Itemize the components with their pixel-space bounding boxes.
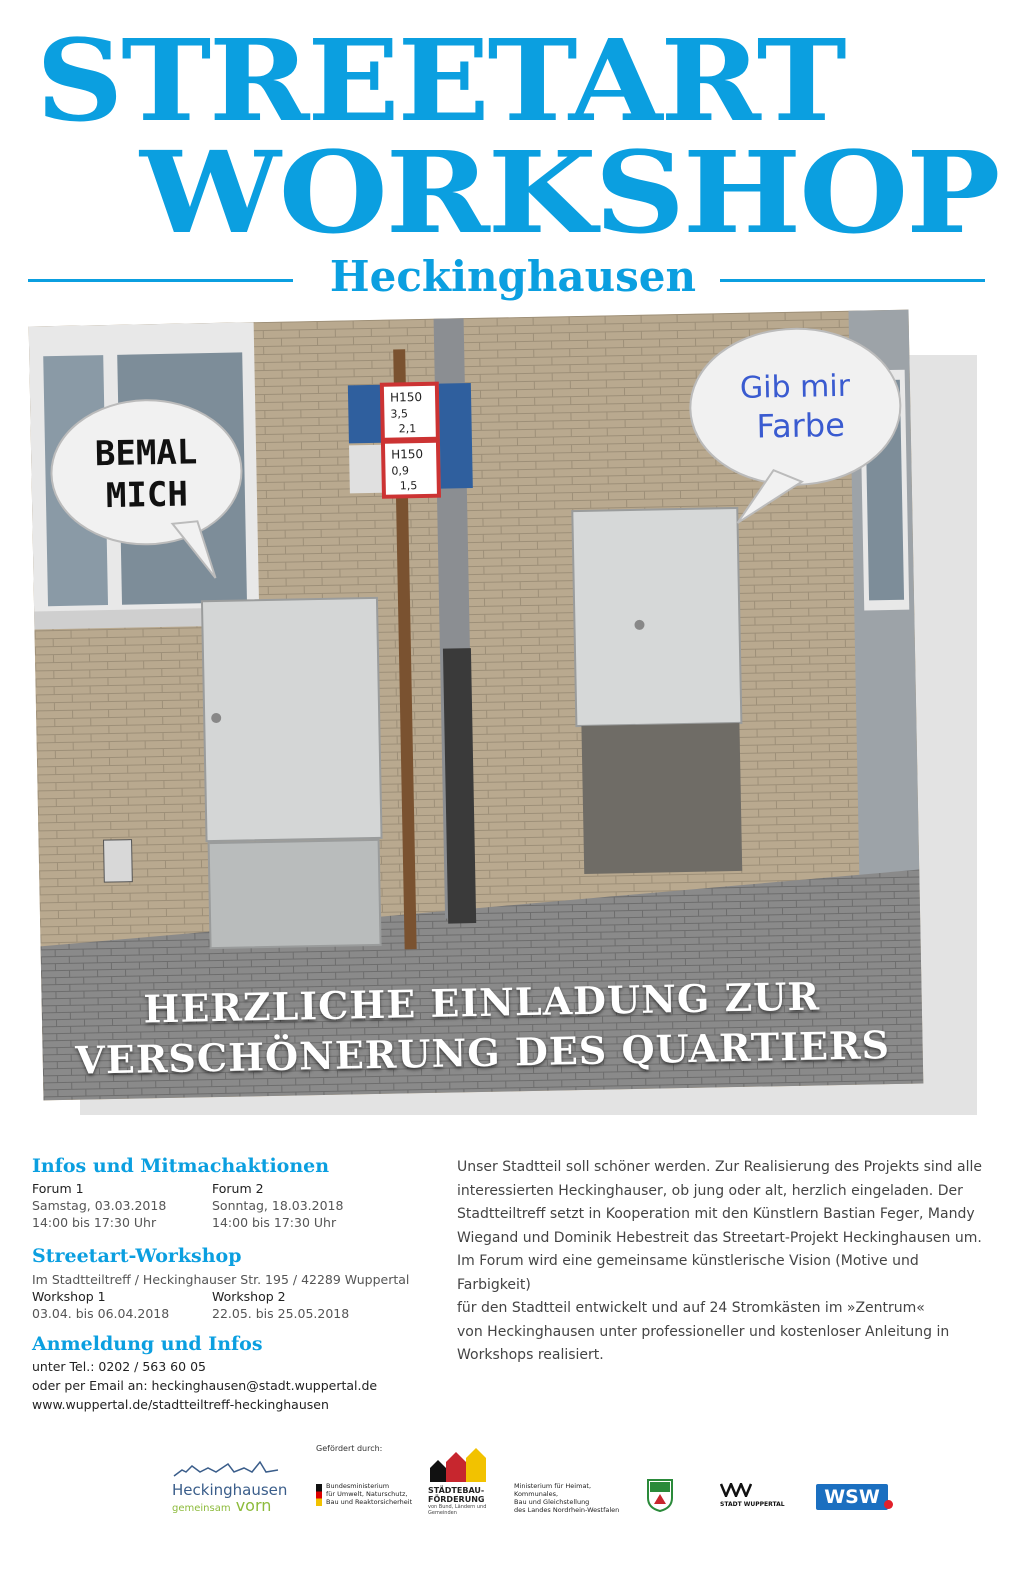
workshop1-dates: 03.04. bis 06.04.2018 [32,1306,170,1321]
anmeldung-heading: Anmeldung und Infos [32,1333,263,1355]
infos-heading: Infos und Mitmachaktionen [32,1155,330,1177]
logo-ministerium-nrw: Ministerium für Heimat, Kommunales, Bau und Gleichstellung des Landes Nordrhein-Westfalen [514,1482,620,1514]
anmeldung-tel: unter Tel.: 0202 / 563 60 05 [32,1359,206,1374]
workshop2-label: Workshop 2 [212,1289,286,1304]
svg-text:MICH: MICH [105,474,189,517]
svg-text:Gib mir: Gib mir [739,368,851,406]
gefoerdert-label: Gefördert durch: [316,1444,383,1453]
forum2-time: 14:00 bis 17:30 Uhr [212,1215,337,1230]
workshop-location: Im Stadtteiltreff / Heckinghauser Str. 195 / 42289 Wuppertal [32,1272,410,1287]
logo-heckinghausen-gemeinsam-vorn: Heckinghausen gemeinsam vorn [172,1458,282,1518]
logo-staedtebaufoerderung: STÄDTEBAU- FÖRDERUNG von Bund, Ländern und Gemeinden [428,1446,498,1516]
title-workshop: WORKSHOP [140,128,999,259]
wsw-dot-icon [884,1500,893,1509]
forum1-date: Samstag, 03.03.2018 [32,1198,167,1213]
sign1-bottom: 2,1 [398,422,417,436]
anmeldung-web[interactable]: www.wuppertal.de/stadtteiltreff-heckinghausen [32,1397,329,1412]
photo-caption-line1: HERZLICHE EINLADUNG ZUR [142,973,821,1032]
sign2-bottom: 1,5 [399,479,418,493]
forum2-label: Forum 2 [212,1181,264,1196]
workshop1-label: Workshop 1 [32,1289,106,1304]
sign2-code: H150 [391,446,424,462]
sign1-code: H150 [389,389,423,405]
skyline-icon [172,1458,282,1478]
logo-wsw: WSW [816,1484,888,1510]
sign2-top: 0,9 [391,464,410,478]
forum1-time: 14:00 bis 17:30 Uhr [32,1215,157,1230]
sign1-top: 3,5 [390,407,409,421]
logo-bundesministerium: Bundesministerium für Umwelt, Naturschutz, Bau und Reaktorsicherheit [316,1482,416,1506]
anmeldung-email[interactable]: oder per Email an: heckinghausen@stadt.wuppertal.de [32,1378,378,1393]
wuppertal-icon [720,1483,752,1497]
subtitle-heckinghausen: Heckinghausen [329,252,697,301]
forum2-date: Sonntag, 18.03.2018 [212,1198,344,1213]
houses-icon [428,1446,488,1482]
workshop2-dates: 22.05. bis 25.05.2018 [212,1306,350,1321]
svg-text:Farbe: Farbe [756,405,846,446]
electrical-box-left [202,598,382,841]
street-photo [29,310,924,1101]
forum1-label: Forum 1 [32,1181,84,1196]
logo-stadt-wuppertal: STADT WUPPERTAL [720,1482,790,1508]
nrw-crest-icon [646,1478,674,1516]
title-streetart: STREETART [36,16,845,147]
flag-germany-icon [316,1484,322,1506]
project-description: Unser Stadtteil soll schöner werden. Zur Realisierung des Projekts sind alle interessierten Heckinghauser, ob jung oder alt, herzlich eingeladen. Der Stadtteiltreff setzt in Kooperation mit den Künstlern Bastian Feger, Mandy Wiegand und Dominik Hebestreit das Streetart-Projekt Heckinghausen um. Im Forum wird eine gemeinsame künstlerische Vision (Motive und Farbigkeit) für den Stadtteil entwickelt und auf 24 Stromkästen im »Zentrum« von Heckinghausen unter professioneller und kostenloser Anleitung in Workshops realisiert. [457,1159,982,1363]
svg-text:BEMAL: BEMAL [94,432,198,475]
workshop-heading: Streetart-Workshop [32,1245,242,1267]
electrical-box-right [572,508,741,726]
photo-caption-line2: VERSCHÖNERUNG DES QUARTIERS [74,1022,891,1083]
